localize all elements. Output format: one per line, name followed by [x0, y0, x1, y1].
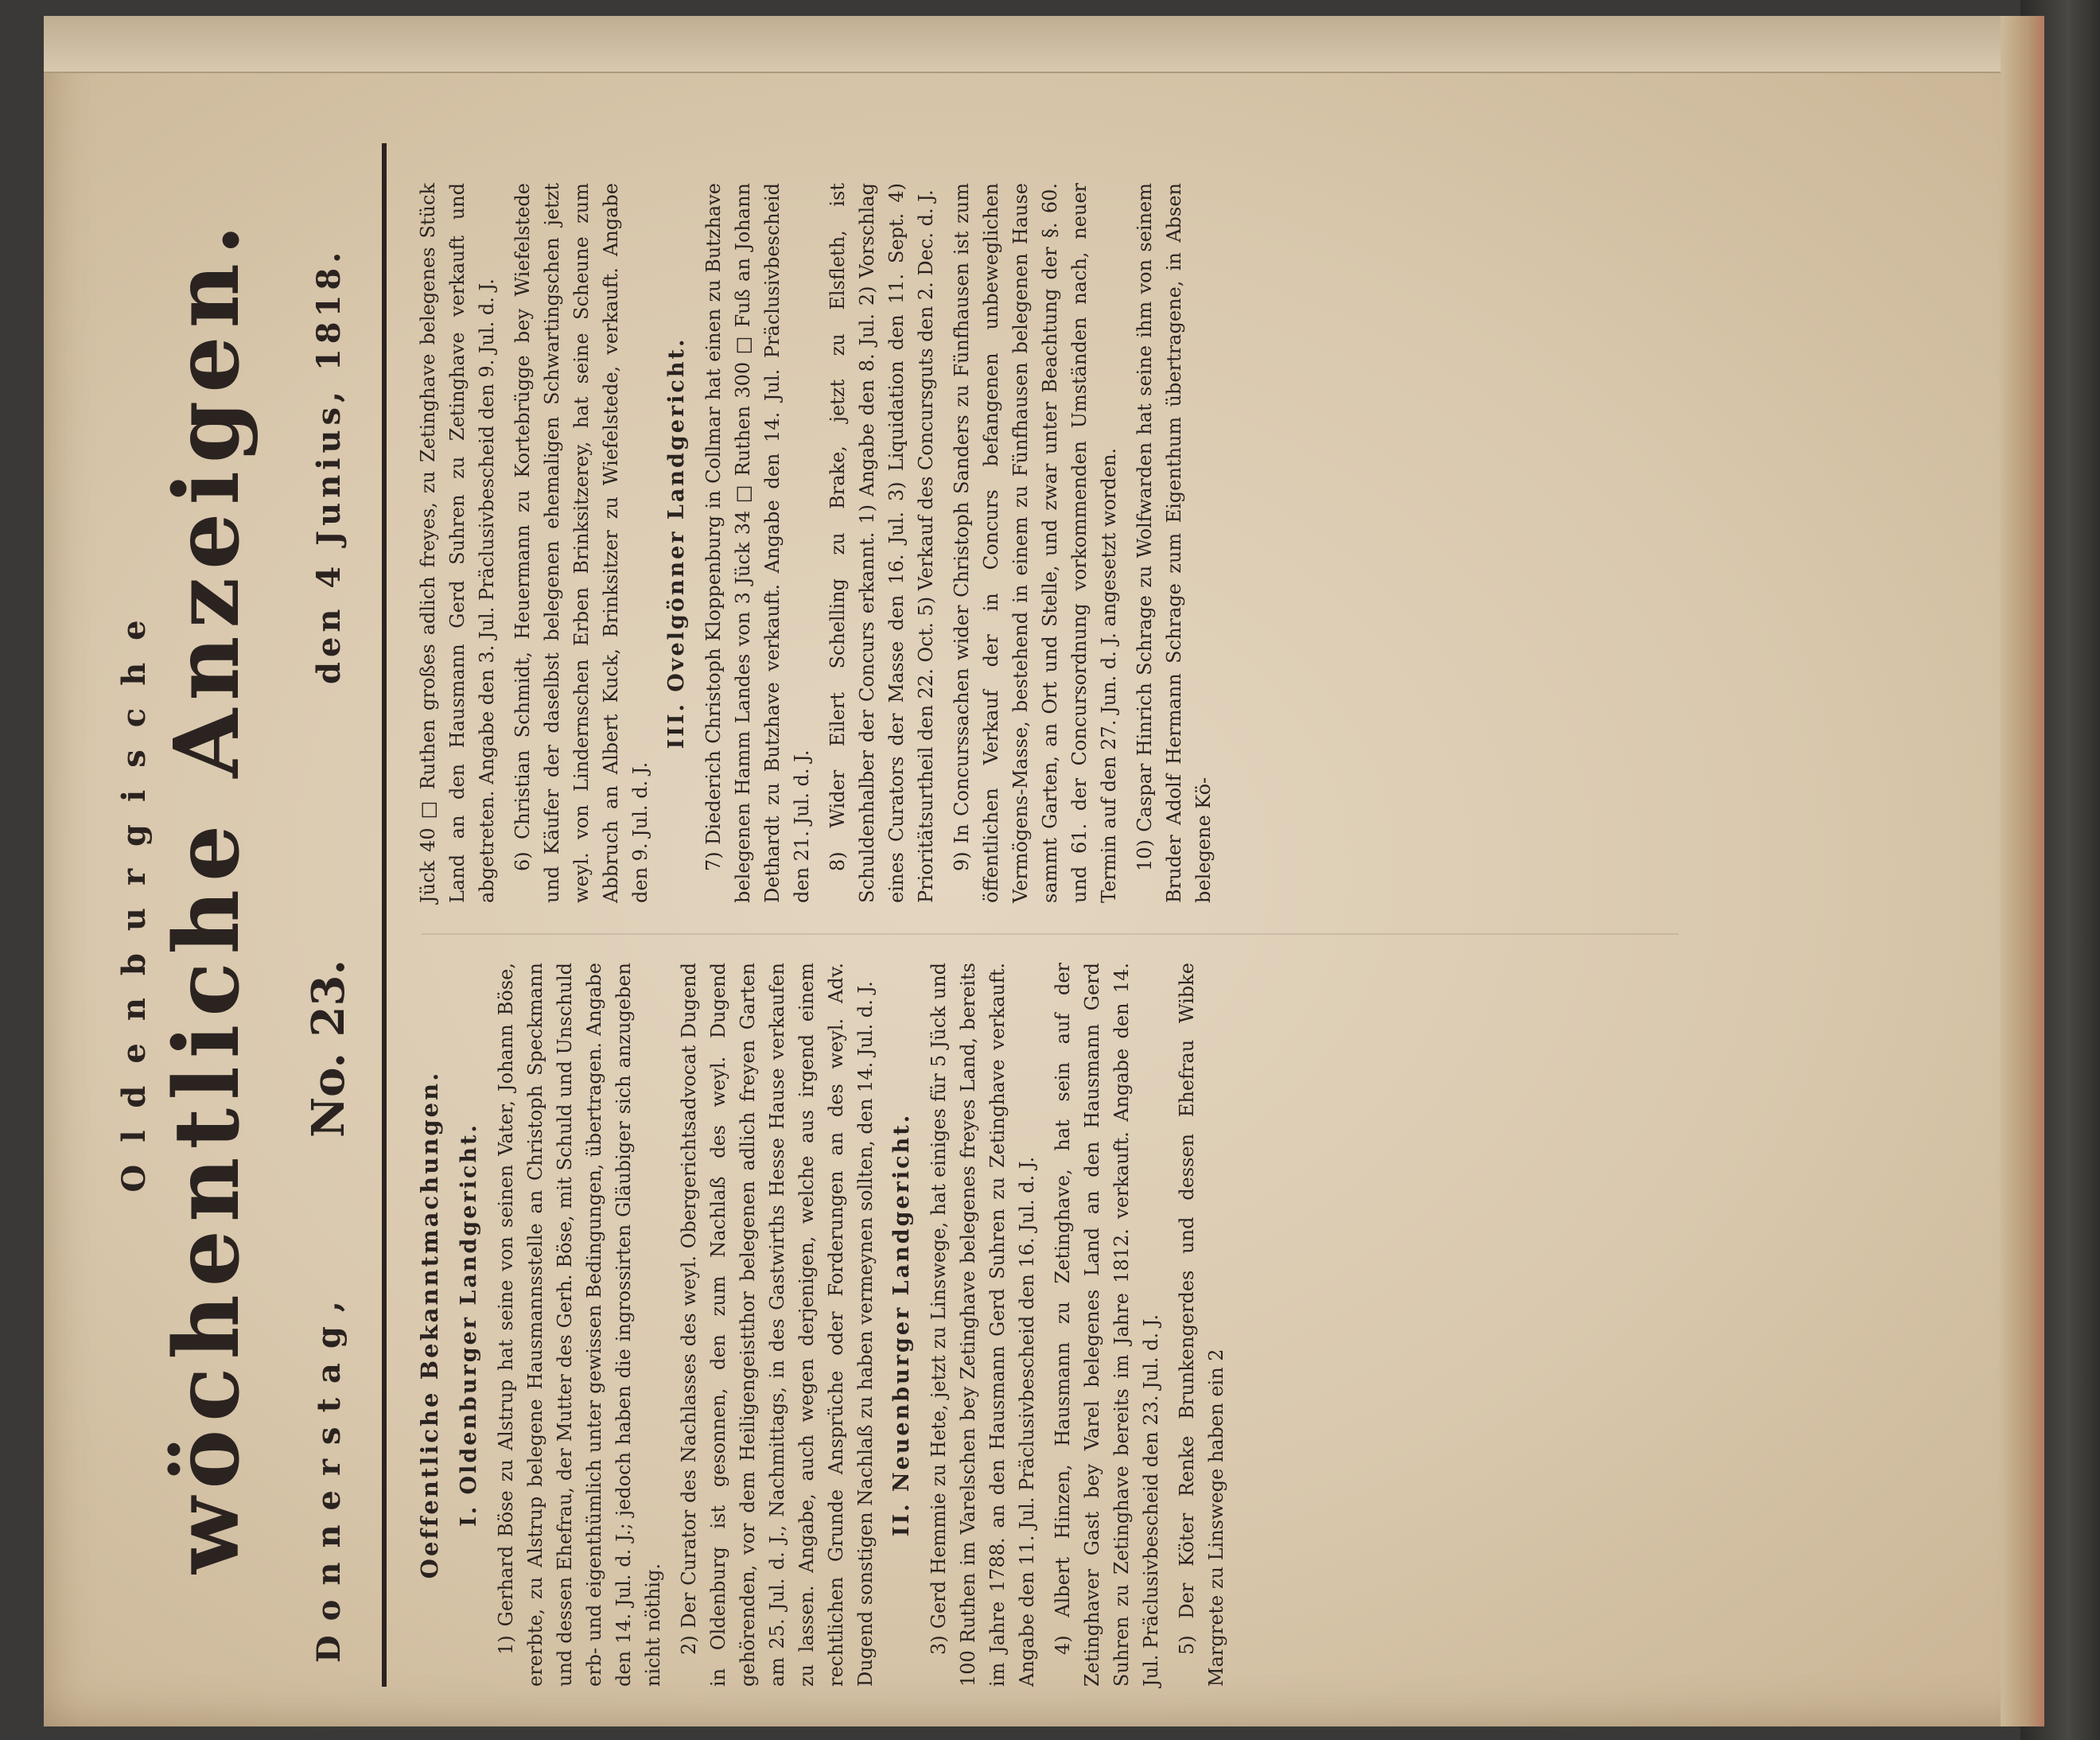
left-column: [414, 963, 1238, 1687]
rotated-text-block: [107, 103, 1913, 1687]
right-column: [414, 183, 1225, 903]
court-heading-oldenburg: I. Oldenburger Landgericht.: [457, 1123, 481, 1527]
notice-10: 10) Caspar Hinrich Schrage zu Wolfwarden hat seine ihm von seinem Bruder Adolf Hermann Schrage zum Eigenthum übertragene, in Absen belegene Kö-: [1134, 183, 1215, 903]
court-heading-ovelgoenne: III. Ovelgönner Landgericht.: [664, 337, 689, 749]
column-gutter: [422, 933, 1678, 935]
newspaper-page: [44, 16, 2044, 1726]
section-title: Oeffentliche Bekanntmachungen.: [416, 1070, 443, 1579]
notice-6: 6) Christian Schmidt, Heuermann zu Kortebrügge bey Wiefelstede und Käufer der daselbst belegenen ehemaligen Schwartingschen jetzt weyl. von Lindernschen Erben Brinksitzerey, hat seine Scheune zum Abbruch an Albert Kuck, Brinksitzer zu Wiefelstede, verkauft. Angabe den 9. Jul. d. J.: [511, 183, 651, 903]
notice-1: 1) Gerhard Böse zu Alstrup hat seine von seinen Vater, Johann Böse, ererbte, zu Alstrup belegene Hausmannsstelle an Christoph Speckmann und dessen Ehefrau, der Mutter des Gerh. Böse, mit Schuld und Unschuld erb- und eigenthümlich unter gewissen Bedingungen, übertragen. Angabe den 14. Jul. d. J.; jedoch haben die ingrossirten Gläubiger sich anzugeben nicht nöthig.: [495, 963, 664, 1687]
notice-5: 5) Der Köter Renke Brunkengerdes und dessen Ehefrau Wibke Margrete zu Linswege haben ein 2: [1176, 963, 1227, 1687]
notice-5-continued: Jück 40 □ Ruthen großes adlich freyes, zu Zetinghave belegenes Stück Land an den Hausmann Gerd Suhren zu Zetinghave verkauft und abgetreten. Angabe den 3. Jul. Präclusivbescheid den 9. Jul. d. J.: [417, 183, 498, 903]
dateline-date: den 4 Junius, 1818.: [310, 247, 348, 684]
masthead-pre-title: Oldenburgische: [115, 598, 153, 1193]
dateline-day: Donnerstag,: [310, 1287, 348, 1663]
court-heading-neuenburg: II. Neuenburger Landgericht.: [889, 1112, 914, 1537]
notice-9: 9) In Concurssachen wider Christoph Sanders zu Fünfhausen ist zum öffentlichen Verkauf der in Concurs befangenen unbeweglichen Vermögens-Masse, bestehend in einem zu Fünfhausen belegenen Hause sammt Garten, an Ort und Stelle, und zwar unter Beachtung der §. 60. und 61. der Concursordnung vorkommenden Umständen nach, neuer Termin auf den 27. Jun. d. J. angesetzt worden.: [951, 183, 1120, 903]
notice-7: 7) Diederich Christoph Kloppenburg in Collmar hat einen zu Butzhave belegenen Hamm Landes von 3 Jück 34 □ Ruthen 300 □ Fuß an Johann Dethardt zu Butzhave verkauft. Angabe den 14. Jul. Präclusivbescheid den 21. Jul. d. J.: [702, 183, 813, 903]
masthead: [107, 103, 426, 1687]
notice-2: 2) Der Curator des Nachlasses des weyl. Obergerichtsadvocat Dugend in Oldenburg ist gesonnen, den zum Nachlaß des weyl. Dugend gehörenden, vor dem Heiligengeistthor belegenen adlich freyen Garten am 25. Jul. d. J., Nachmittags, in des Gastwirths Hesse Hause verkaufen zu lassen. Angabe, auch wegen derjenigen, welche aus irgend einem rechtlichen Grunde Ansprüche oder Forderungen an des weyl. Adv. Dugend sonstigen Nachlaß zu haben vermeynen sollten, den 14. Jul. d. J.: [678, 963, 877, 1687]
page-content: [107, 103, 1913, 1687]
notice-3: 3) Gerd Hemmie zu Hete, jetzt zu Linswege, hat einiges für 5 Jück und 100 Ruthen im Varelschen bey Zetinghave belegenes freyes Land, bereits im Jahre 1788. an den Hausmann Gerd Suhren zu Zetinghave verkauft. Angabe den 11. Jul. Präclusivbescheid den 16. Jul. d. J.: [928, 963, 1038, 1687]
page-edge: [2001, 16, 2044, 1726]
page-fold: [44, 16, 2044, 73]
issue-number: No. 23.: [302, 960, 355, 1138]
notice-4: 4) Albert Hinzen, Hausmann zu Zetinghave, hat sein auf der Zetinghaver Gast bey Varel belegenes Land an den Hausmann Gerd Suhren zu Zetinghave bereits im Jahre 1812. verkauft. Angabe den 14. Jul. Präclusivbescheid den 23. Jul. d. J.: [1052, 963, 1162, 1687]
dateline: [302, 103, 358, 1687]
masthead-title: wöchentliche Anzeigen.: [155, 216, 259, 1574]
notice-8: 8) Wider Eilert Schelling zu Brake, jetzt zu Elsfleth, ist Schuldenhalber der Concurs erkannt. 1) Angabe den 8. Jul. 2) Vorschlag eines Curators der Masse den 16. Jul. 3) Liquidation den 11. Sept. 4) Prioritätsurtheil den 22. Oct. 5) Verkauf des Concursguts den 2. Dec. d. J.: [826, 183, 937, 903]
masthead-rule: [382, 143, 387, 1687]
